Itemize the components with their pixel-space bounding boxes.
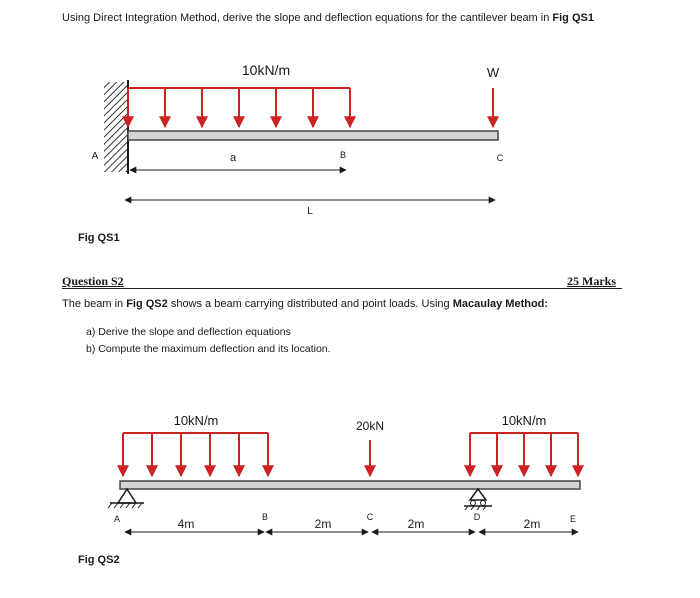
cantilever-beam [128,131,498,140]
intro-text: Using Direct Integration Method, derive the slope and deflection equations for the cantilever beam in [62,12,553,24]
question2-method: Macaulay Method: [452,298,549,310]
label-c-qs1: C [496,153,504,163]
fig-qs1 [92,62,504,217]
label-dim-ab: 4m [177,517,195,531]
label-a-qs2: A [113,514,121,524]
question2-header [62,274,622,289]
udl-label-qs1: 10kN/m [241,62,291,78]
question2-marks: 25 Marks [567,274,616,288]
label-dim-cd: 2m [407,517,425,531]
fig-qs1-label: Fig QS1 [78,232,120,244]
label-a-qs1: A [91,151,99,162]
fig-qs2-label: Fig QS2 [78,554,120,566]
label-e-qs2: E [569,514,577,524]
label-dim-bc: 2m [314,517,332,531]
label-b-qs2: B [261,512,269,522]
udl-right-label: 10kN/m [501,413,547,428]
intro-fig-ref: Fig QS1 [552,12,594,24]
fig-qs2 [108,413,580,532]
udl-qs2-right [470,433,578,476]
fixed-support-wall [104,82,128,172]
label-dim-a: a [229,152,237,164]
support-d [464,489,492,510]
label-d-qs2: D [473,512,481,522]
label-b-qs1: B [339,150,347,160]
label-dim-l: L [307,206,313,217]
point-load-label-w: W [486,65,500,80]
question2-fig-ref: Fig QS2 [126,298,168,310]
label-dim-de: 2m [523,517,541,531]
question2-title: Question S2 [62,274,124,288]
simply-supported-beam [120,481,580,489]
udl-qs2-left [123,433,268,476]
label-c-qs2: C [366,512,374,522]
udl-qs1 [128,88,350,127]
point-load-label-20kn: 20kN [355,419,385,433]
question2-text: The beam in Fig QS2 shows a beam carrying distributed and point loads. Using Macaulay Method: [62,298,549,310]
question2-item-b: b) Compute the maximum deflection and its location. [86,343,331,355]
question2-item-a: a) Derive the slope and deflection equations [86,326,291,338]
pin-support-a [108,489,144,508]
udl-left-label: 10kN/m [173,413,219,428]
